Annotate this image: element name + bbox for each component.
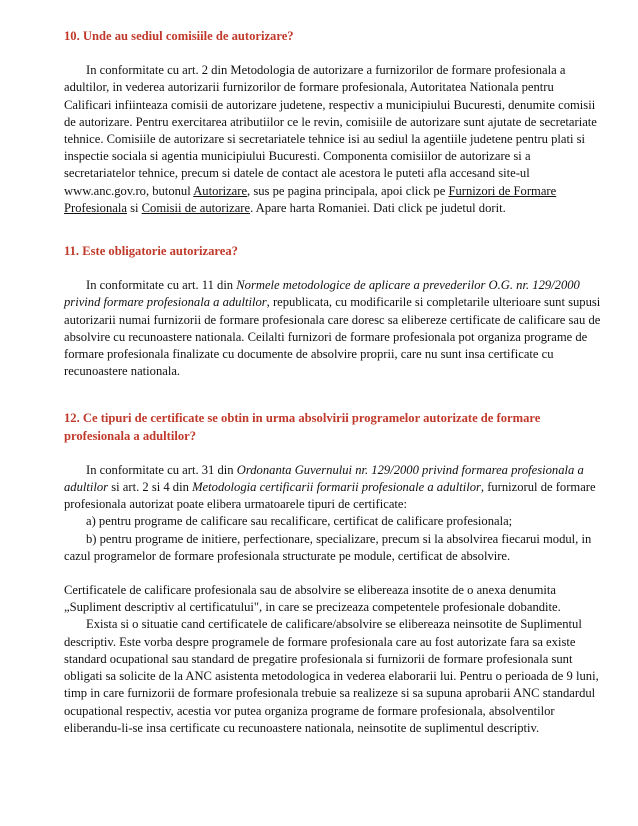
section-11-text-2: , republicata, cu modificarile si completarile ulterioare sunt supusi autorizarii numai furnizorii de formare profesionala care doresc sa elibereze certificate de calificare sau de absolvire cu recunoastere nationala. Ceilalti furnizori de formare profesionala pot organiza programe de formare profesionala finalizate cu documente de absolvire proprii, care nu sunt insa certificate cu recunoastere nationala. (64, 295, 601, 379)
comisii-autorizare-link[interactable]: Comisii de autorizare (141, 200, 251, 215)
section-11-paragraph (64, 277, 604, 380)
section-10-paragraph (64, 62, 604, 217)
section-11-heading: 11. Este obligatorie autorizarea? (64, 244, 238, 259)
section-10-text-1: In conformitate cu art. 2 din Metodologia de autorizare a furnizorilor de formare profesionala a adultilor, in vederea autorizarii furnizorilor de formare profesionala, Autoritatea Nationala pentru Calificari infiinteaza comisii de autorizare judetene, respectiv a municipiului Bucuresti, denumite comisii de autorizare. Pentru exercitarea atributiilor ce le revin, comisiile de autorizare sunt ajutate de secretariate tehnice. Comisiile de autorizare si secretariatele tehnice isi au sediul la agentiile judetene pentru plati si inspectie sociala si agentia municipiului Bucuresti. Componenta comisiilor de autorizare si a secretariatelor tehnice, precum si datele de contact ale acestora le puteti afla accesand site-ul www.anc.gov.ro, butonul (64, 63, 597, 198)
section-12-text-1: In conformitate cu art. 31 din (86, 462, 237, 477)
section-12-heading: 12. Ce tipuri de certificate se obtin in urma absolvirii programelor autorizate de formare profesionala a adultilor? (64, 411, 541, 443)
section-12-text-2: si art. 2 si 4 din (108, 480, 193, 495)
section-10-heading: 10. Unde au sediul comisiile de autorizare? (64, 29, 294, 43)
section-12-paragraph-3: Exista si o situatie cand certificatele de calificare/absolvire se elibereaza neinsotite de Suplimentul descriptiv. Este vorba despre programele de formare profesionala care au fost autorizate fara sa existe standard ocupational sau standard de pregatire profesionala si furnizorii de formare profesionala sunt obligati sa solicite de la ANC asistenta metodologica in vederea elaborarii lui. Pentru o perioada de 9 luni, timp in care furnizorii de formare profesionala trebuie sa realizeze si sa supuna aprobarii ANC standardul ocupational respectiv, acestia vor putea organiza programe de formare profesionala, absolventilor eliberandu-li-se insa certificate cu recunoastere nationala, neinsotite de suplimentul descriptiv. (64, 617, 599, 735)
furnizori-formare-link[interactable]: Furnizori de Formare Profesionala (64, 183, 557, 215)
section-12-paragraph-1 (64, 462, 604, 514)
section-10-text-2: , sus pe pagina principala, apoi click pe (247, 183, 449, 198)
section-10-text-4: . Apare harta Romaniei. Dati click pe judetul dorit. (250, 200, 506, 215)
section-10-text-3: si (126, 200, 142, 215)
section-11-text-1: In conformitate cu art. 11 din (86, 278, 237, 293)
list-item-b: b) pentru programe de initiere, perfectionare, specializare, precum si la absolvirea fiecarui modul, in cazul programelor de formare profesionala structurate pe module, certificat de absolvire. (64, 531, 592, 563)
autorizare-link[interactable]: Autorizare (193, 183, 248, 198)
list-item-a: a) pentru programe de calificare sau recalificare, certificat de calificare profesionala; (86, 514, 513, 529)
section-12-text-3: , furnizorul de formare profesionala autorizat poate elibera urmatoarele tipuri de certificate: (64, 480, 596, 512)
section-11-italic-title: Normele metodologice de aplicare a prevederilor O.G. nr. 129/2000 privind formare profesionala a adultilor (64, 278, 580, 310)
document-content (64, 28, 604, 737)
section-12-italic-metodologia: Metodologia certificarii formarii profesionale a adultilor (192, 480, 481, 495)
section-12-paragraph-2: Certificatele de calificare profesionala sau de absolvire se elibereaza insotite de o anexa denumita „Supliment descriptiv al certificatului", in care se precizeaza competentele profesionale dobandite. (64, 583, 561, 615)
section-12-italic-ordonanta: Ordonanta Guvernului nr. 129/2000 privind formarea profesionala a adultilor (64, 462, 584, 495)
